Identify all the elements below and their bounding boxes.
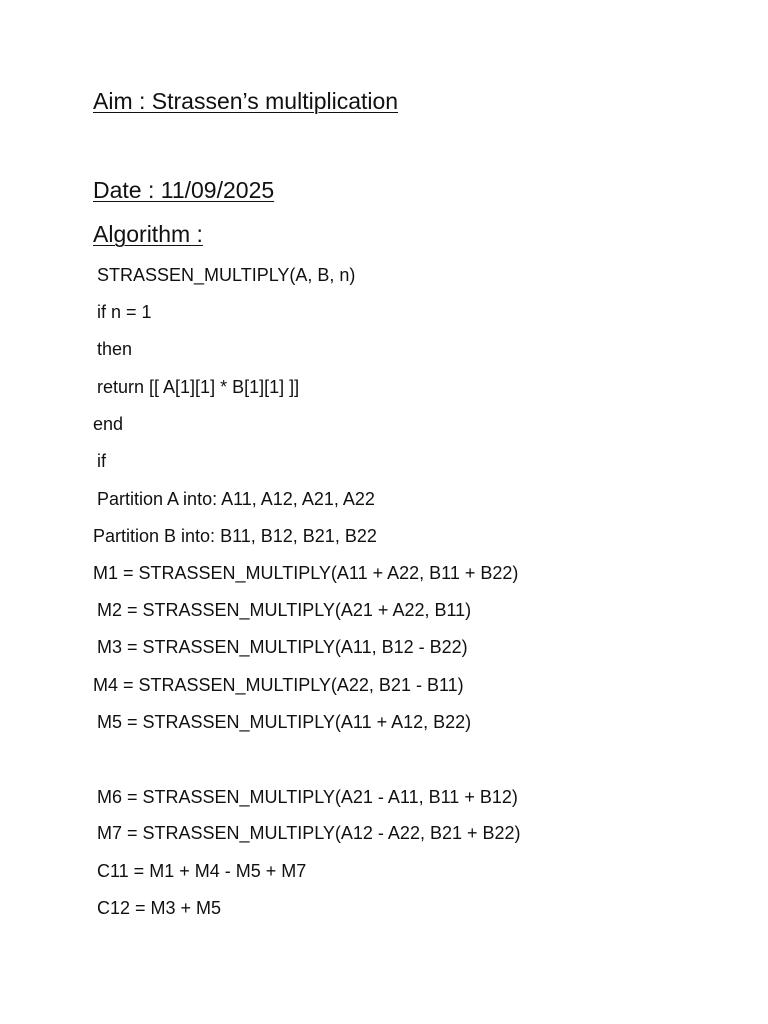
algorithm-line: end [93,414,124,434]
algorithm-line: C12 = M3 + M5 [97,898,222,918]
algorithm-line: Partition B into: B11, B12, B21, B22 [93,526,377,546]
aim-heading: Aim : Strassen’s multiplication [93,88,399,114]
algorithm-line: STRASSEN_MULTIPLY(A, B, n) [97,265,356,285]
algorithm-line: M2 = STRASSEN_MULTIPLY(A21 + A22, B11) [97,600,472,620]
algorithm-line: M1 = STRASSEN_MULTIPLY(A11 + A22, B11 + B22) [93,563,519,583]
algorithm-line: M3 = STRASSEN_MULTIPLY(A11, B12 - B22) [97,637,468,657]
algorithm-line: M7 = STRASSEN_MULTIPLY(A12 - A22, B21 + B22) [97,823,521,843]
algorithm-heading: Algorithm : [93,221,203,247]
algorithm-line: Partition A into: A11, A12, A21, A22 [97,489,375,509]
algorithm-line: if [97,451,106,471]
algorithm-line: if n = 1 [97,302,152,322]
algorithm-line: M6 = STRASSEN_MULTIPLY(A21 - A11, B11 + B12) [97,787,518,807]
algorithm-line: then [97,339,133,359]
algorithm-line: M5 = STRASSEN_MULTIPLY(A11 + A12, B22) [97,712,472,732]
algorithm-line: M4 = STRASSEN_MULTIPLY(A22, B21 - B11) [93,675,464,695]
date-heading: Date : 11/09/2025 [93,177,275,203]
algorithm-line: return [[ A[1][1] * B[1][1] ]] [97,377,300,397]
algorithm-line: C11 = M1 + M4 - M5 + M7 [97,861,307,881]
